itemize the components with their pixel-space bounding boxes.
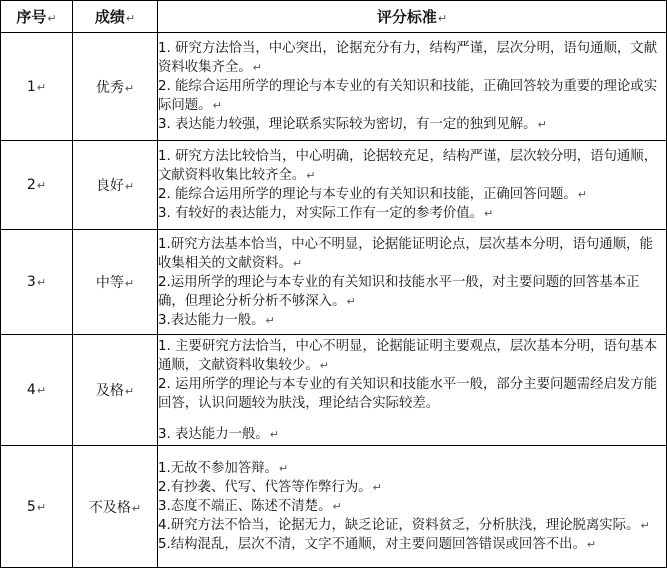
header-cell-number (1, 1, 73, 33)
criteria-line (158, 311, 666, 330)
criteria-line (158, 39, 666, 77)
criteria-cell (158, 230, 667, 335)
row-number-cell (1, 141, 73, 230)
grade-label: 优秀 (95, 79, 124, 96)
row-number-cell (1, 335, 73, 446)
criteria-text: 1.无故不参加答辩。 (158, 461, 278, 476)
criteria-line (158, 535, 666, 554)
criteria-text: 2.运用所学的理论与本专业的有关知识和技能水平一般，对主要问题的回答基本正确，但理论分析分析不够深入。 (158, 274, 640, 309)
criteria-text: 2. 能综合运用所学的理论与本专业的有关知识和技能，正确回答较为重要的理论或实际问题。 (158, 79, 658, 113)
criteria-text: 1. 主要研究方法恰当，中心不明显，论据能证明主要观点，层次基本分明，语句基本通顺，文献资料收集较少。 (158, 338, 658, 373)
row-number: 1 (26, 78, 36, 95)
grade-label: 及格 (95, 383, 124, 399)
criteria-text: 3. 表达能力较强，理论联系实际较为密切，有一定的独到见解。 (158, 117, 537, 132)
return-mark: ↵ (36, 500, 47, 514)
return-mark: ↵ (124, 277, 135, 290)
criteria-line (158, 147, 666, 185)
row-number-cell (1, 446, 73, 568)
criteria-line (158, 204, 666, 223)
grade-cell (73, 141, 158, 230)
row-number: 2 (26, 177, 36, 193)
criteria-text: 3. 有较好的表达能力，对实际工作有一定的参考价值。 (158, 206, 484, 221)
return-mark: ↵ (319, 358, 329, 372)
return-mark: ↵ (537, 118, 547, 131)
criteria-line (158, 115, 666, 134)
criteria-line (158, 497, 666, 516)
grade-label: 良好 (95, 178, 124, 194)
return-mark: ↵ (212, 99, 222, 112)
grade-label: 不及格 (88, 499, 131, 516)
table-row (1, 230, 667, 335)
header-cell-grade (73, 1, 158, 33)
criteria-text: 5.结构混乱，层次不清，文字不通顺，对主要问题回答错误或回答不出。 (158, 537, 586, 552)
row-number: 4 (26, 382, 36, 398)
return-mark: ↵ (346, 294, 356, 308)
header-criteria-label: 评分标准 (376, 8, 437, 26)
return-mark: ↵ (36, 179, 47, 192)
criteria-cell (158, 335, 667, 446)
criteria-cell (158, 446, 667, 568)
criteria-line (158, 337, 666, 375)
criteria-text: 4.研究方法不恰当，论据无力，缺乏论证，资料贫乏，分析肤浅，理论脱离实际。 (158, 518, 640, 533)
return-mark: ↵ (47, 12, 57, 25)
criteria-text: 1. 研究方法恰当，中心突出，论据充分有力，结构严谨，层次分明，语句通顺，文献资料收集齐全。 (158, 41, 658, 75)
return-mark: ↵ (125, 12, 136, 25)
return-mark: ↵ (36, 80, 47, 94)
criteria-line (158, 235, 666, 273)
criteria-text: 2. 运用所学的理论与本专业的有关知识和技能水平一般，部分主要问题需经启发方能回答，认识问题较为肤浅，理论结合实际较差。 (158, 376, 658, 411)
return-mark: ↵ (640, 519, 650, 532)
grade-cell (73, 33, 158, 141)
criteria-line (158, 375, 666, 413)
criteria-line (158, 516, 666, 535)
table-row (1, 335, 667, 446)
grade-cell (73, 446, 158, 568)
return-mark: ↵ (36, 276, 47, 289)
return-mark: ↵ (586, 538, 597, 551)
criteria-cell (158, 33, 667, 141)
table-row (1, 446, 667, 568)
header-number-label: 序号 (16, 8, 47, 26)
header-row (1, 1, 667, 33)
return-mark: ↵ (278, 462, 289, 475)
row-number-cell (1, 230, 73, 335)
criteria-text: 1. 研究方法比较恰当，中心明确，论据较充足，结构严谨，层次较分明，语句通顺，文献资料收集比较齐全。 (158, 149, 658, 183)
return-mark: ↵ (372, 481, 382, 494)
row-number: 3 (26, 274, 36, 290)
return-mark: ↵ (437, 12, 448, 25)
row-number-cell (1, 33, 73, 141)
header-cell-criteria (158, 1, 667, 33)
return-mark: ↵ (332, 500, 342, 513)
return-mark: ↵ (484, 207, 494, 220)
return-mark: ↵ (306, 169, 316, 182)
table-row (1, 141, 667, 230)
criteria-line (158, 459, 666, 478)
return-mark: ↵ (131, 501, 142, 515)
return-mark: ↵ (252, 61, 262, 74)
grade-cell (73, 230, 158, 335)
criteria-text: 3.表达能力一般。 (158, 312, 265, 328)
grade-cell (73, 335, 158, 446)
return-mark: ↵ (124, 385, 135, 398)
return-mark: ↵ (265, 313, 275, 327)
criteria-text: 3. 表达能力一般。 (158, 426, 269, 442)
header-grade-label: 成绩 (94, 8, 125, 26)
row-number: 5 (26, 498, 36, 515)
criteria-line (158, 185, 666, 204)
return-mark: ↵ (124, 81, 135, 95)
return-mark: ↵ (36, 384, 47, 397)
return-mark: ↵ (577, 188, 587, 201)
criteria-line (158, 77, 666, 115)
criteria-line (158, 478, 666, 497)
return-mark: ↵ (292, 256, 303, 270)
criteria-cell (158, 141, 667, 230)
return-mark: ↵ (269, 427, 279, 441)
criteria-text: 2. 能综合运用所学的理论与本专业的有关知识和技能，正确回答问题。 (158, 187, 577, 202)
criteria-line (158, 425, 666, 444)
criteria-text: 3.态度不端正、陈述不清楚。 (158, 499, 332, 514)
grade-label: 中等 (95, 275, 124, 291)
table-row (1, 33, 667, 141)
criteria-line (158, 273, 666, 311)
criteria-text: 2.有抄袭、代写、代答等作弊行为。 (158, 480, 372, 495)
criteria-text: 1.研究方法基本恰当，中心不明显，论据能证明论点，层次基本分明，语句通顺，能收集相关的文献资料。 (158, 236, 653, 271)
return-mark: ↵ (124, 180, 135, 193)
